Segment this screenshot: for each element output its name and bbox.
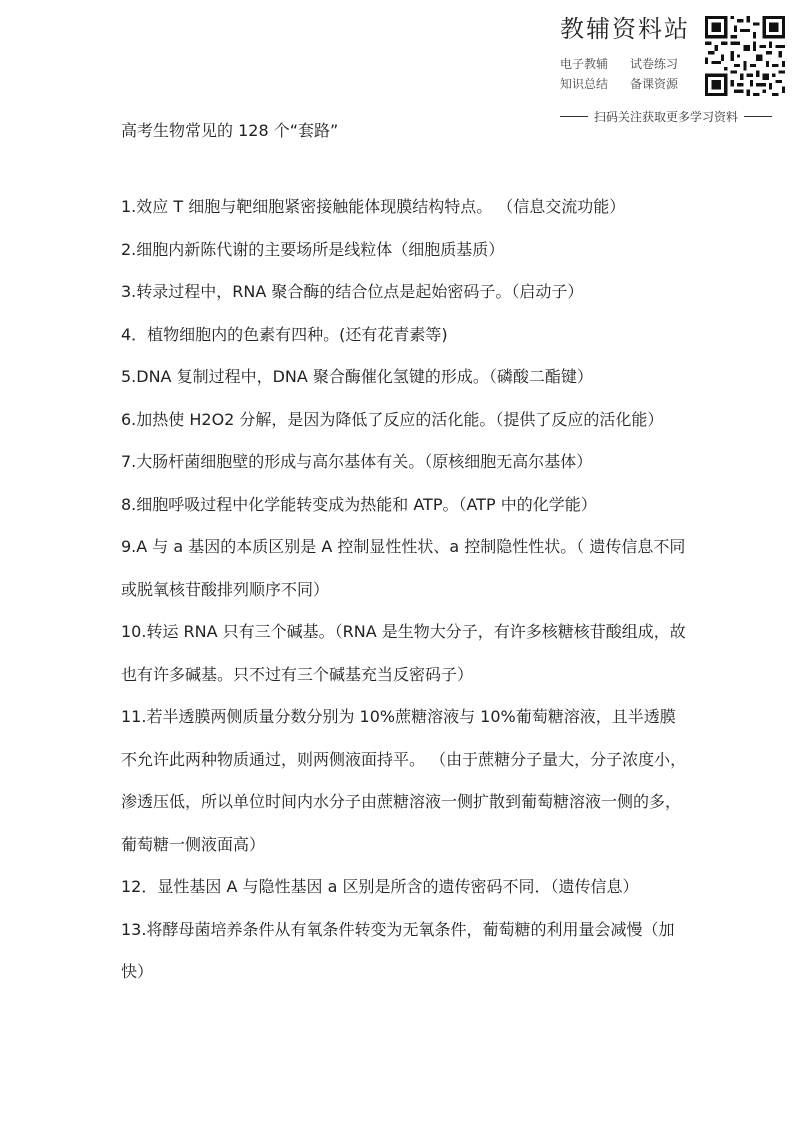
scan-text: 扫码关注获取更多学习资料	[594, 110, 739, 124]
list-item: 11.若半透膜两侧质量分数分别为 10%蔗糖溶液与 10%葡萄糖溶液，且半透膜不允许此两种物质通过，则两侧液面持平。 （由于蔗糖分子量大，分子浓度小，渗透压低，所以单位时间内水分子由蔗糖溶液一侧扩散到葡萄糖溶液一侧的多，葡萄糖一侧液面高）	[121, 707, 687, 854]
list-item: 6.加热使 H2O2 分解，是因为降低了反应的活化能。（提供了反应的活化能）	[121, 409, 664, 429]
document-body	[121, 186, 687, 994]
link-electronic-tutoring[interactable]: 电子教辅	[560, 57, 609, 71]
left-rule	[560, 116, 588, 117]
list-item: 1.效应 T 细胞与靶细胞紧密接触能体现膜结构特点。 （信息交流功能）	[121, 197, 626, 216]
list-item: 2.细胞内新陈代谢的主要场所是线粒体（细胞质基质）	[121, 239, 505, 259]
list-item: 9.A 与 a 基因的本质区别是 A 控制显性性状、a 控制隐性性状。（ 遗传信息不同或脱氧核苷酸排列顺序不同）	[121, 537, 686, 599]
right-rule	[744, 116, 772, 117]
list-item: 8.细胞呼吸过程中化学能转变成为热能和 ATP。（ATP 中的化学能）	[121, 494, 597, 514]
document-title: 高考生物常见的 128 个“套路”	[121, 121, 339, 140]
link-lesson-resources[interactable]: 备课资源	[630, 77, 679, 91]
list-item: 7.大肠杆菌细胞壁的形成与高尔基体有关。（原核细胞无高尔基体）	[121, 452, 593, 471]
brand-title: 教辅资料站	[560, 15, 690, 43]
link-exam-practice[interactable]: 试卷练习	[630, 57, 679, 71]
list-item: 13.将酵母菌培养条件从有氧条件转变为无氧条件，葡萄糖的利用量会减慢（加快）	[121, 919, 675, 981]
brand-block	[560, 14, 700, 92]
list-item: 4．植物细胞内的色素有四种。(还有花青素等)	[121, 324, 448, 344]
qr-code-icon[interactable]	[705, 16, 785, 96]
list-item: 10.转运 RNA 只有三个碱基。（RNA 是生物大分子，有许多核糖核苷酸组成，故也有许多碱基。只不过有三个碱基充当反密码子）	[121, 622, 686, 684]
brand-links	[560, 56, 700, 92]
list-item: 5.DNA 复制过程中，DNA 聚合酶催化氢键的形成。（磷酸二酯键）	[121, 367, 593, 386]
scan-caption	[560, 108, 780, 125]
link-knowledge-summary[interactable]: 知识总结	[560, 77, 609, 91]
list-item: 3.转录过程中，RNA 聚合酶的结合位点是起始密码子。（启动子）	[121, 282, 584, 301]
list-item: 12．显性基因 A 与隐性基因 a 区别是所含的遗传密码不同．（遗传信息）	[121, 877, 639, 896]
